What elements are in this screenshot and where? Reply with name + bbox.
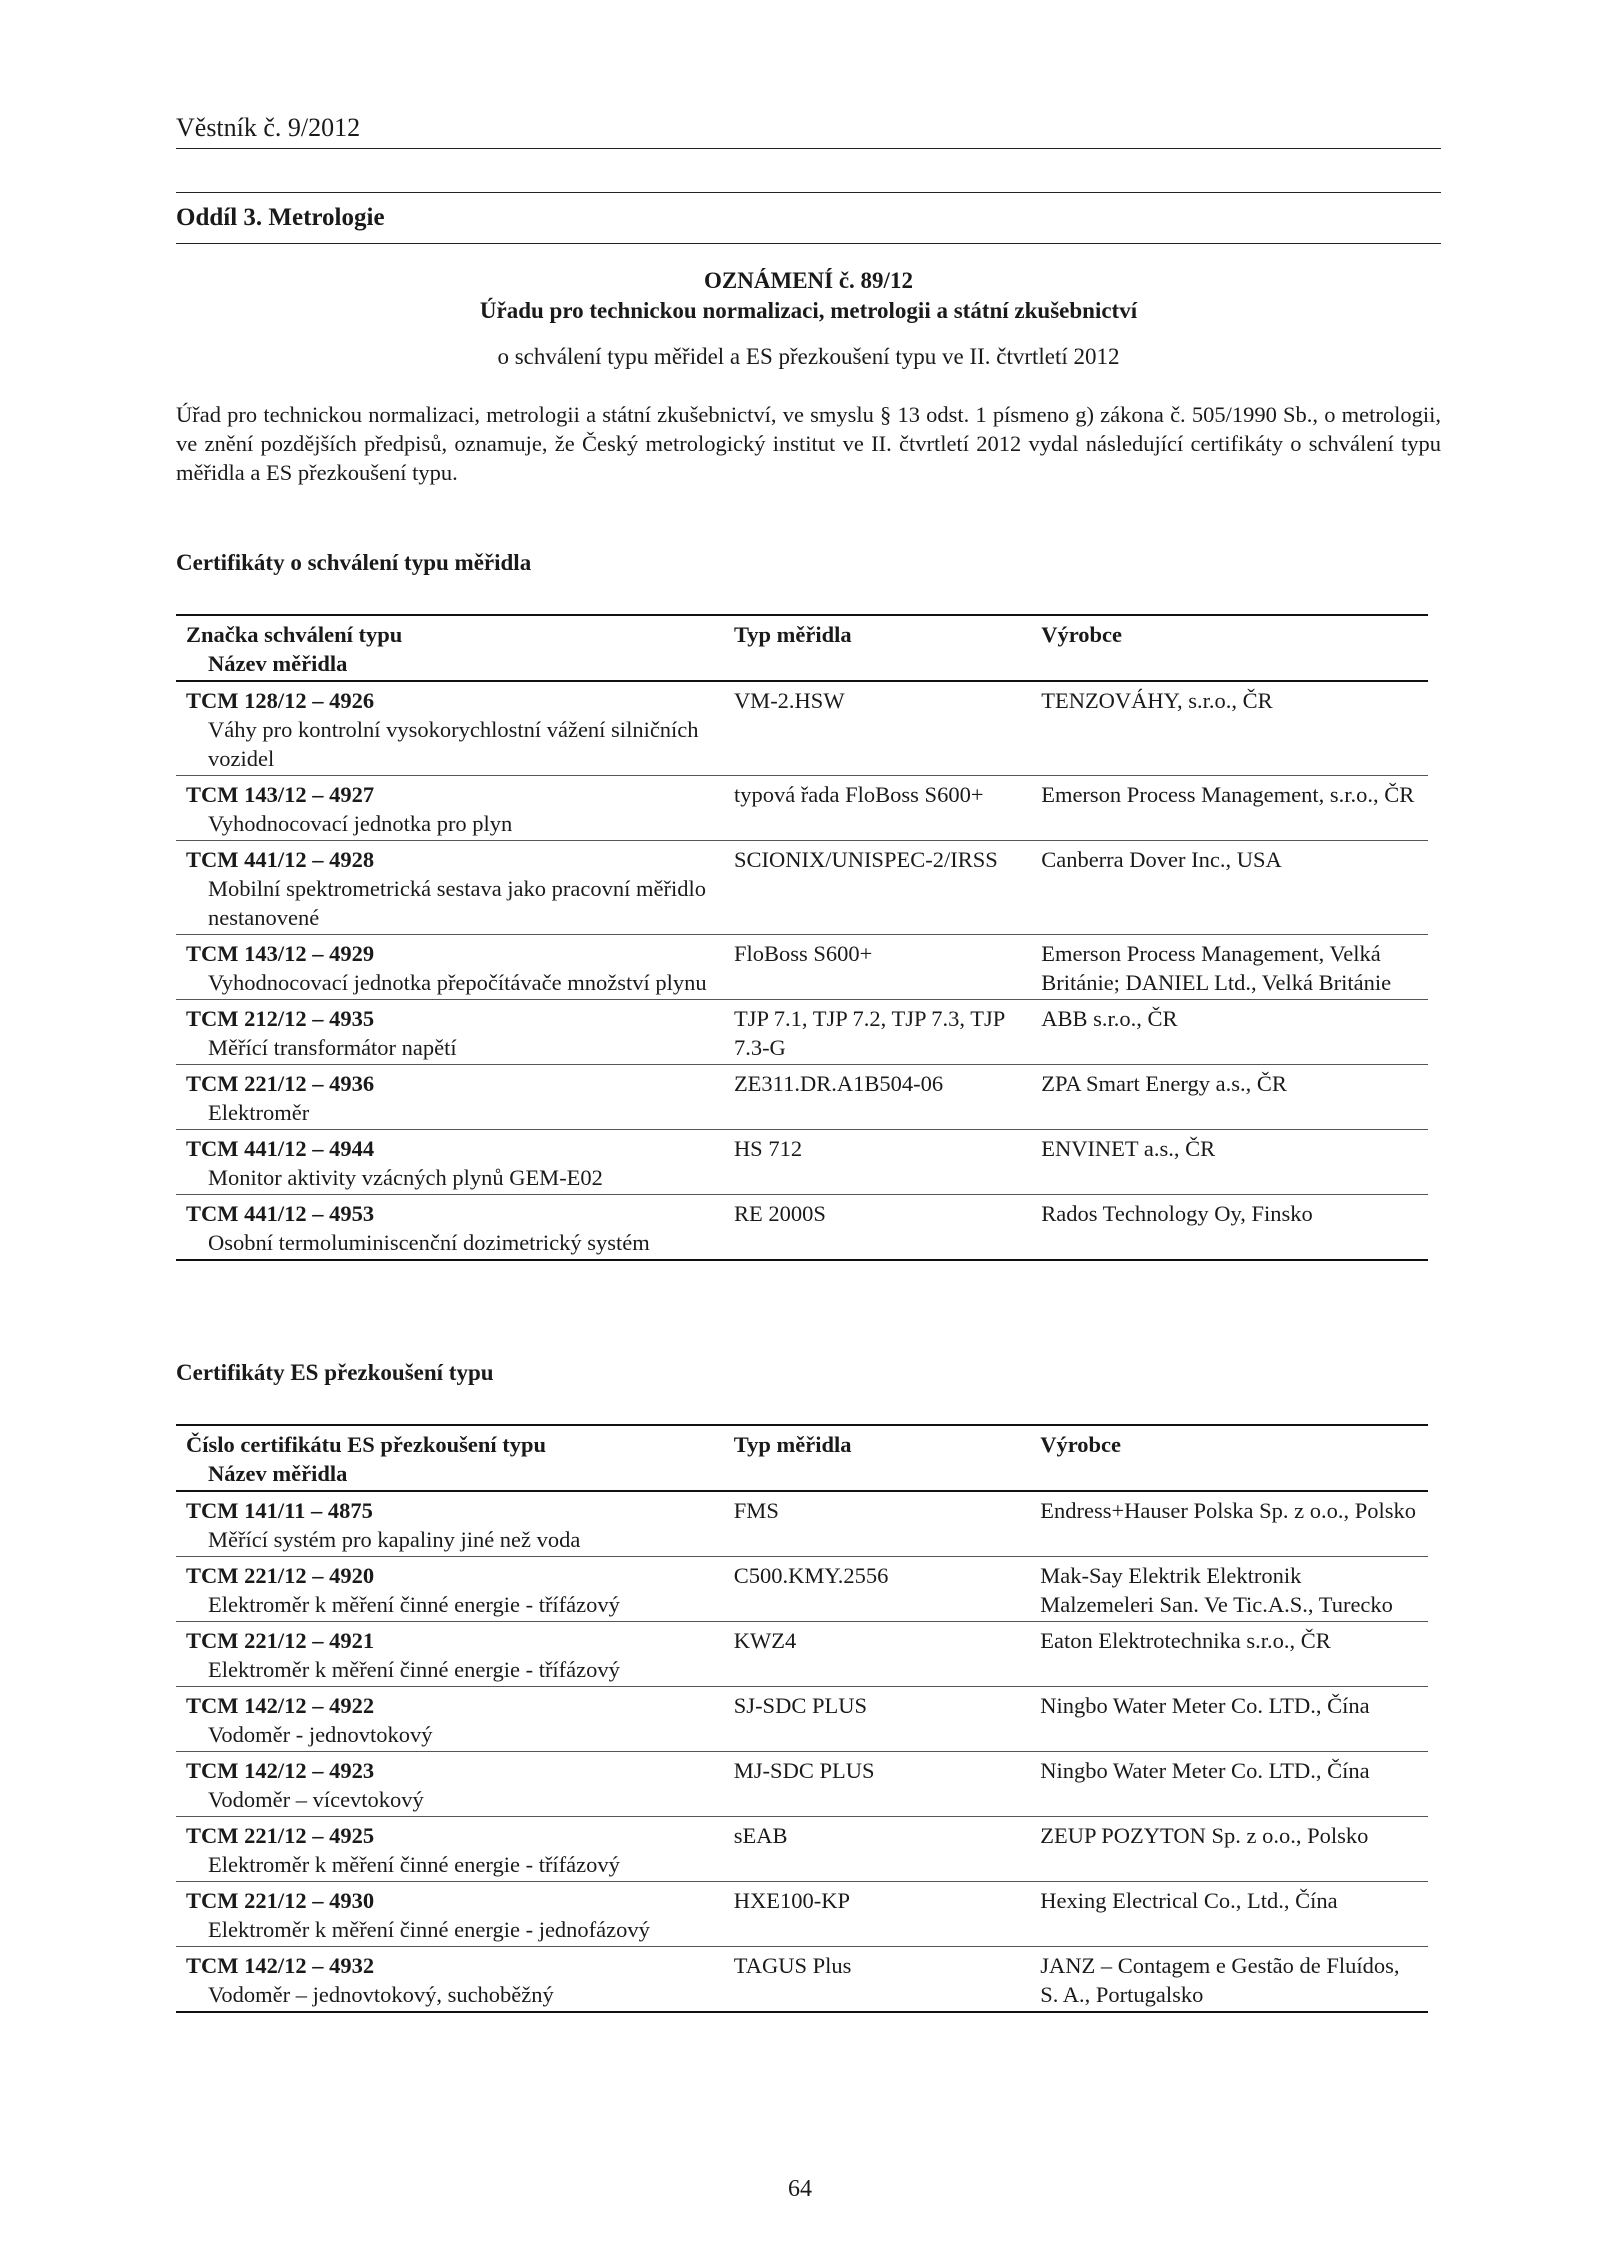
certificate-cell (176, 1817, 724, 1882)
certificate-code: TCM 221/12 – 4930 (186, 1888, 375, 1913)
certificate-code: TCM 141/11 – 4875 (186, 1498, 373, 1523)
certificate-code: TCM 212/12 – 4935 (186, 1006, 375, 1031)
column-header-type: Typ měřidla (733, 1432, 852, 1457)
manufacturer: TENZOVÁHY, s.r.o., ČR (1041, 688, 1273, 713)
certificate-code: TCM 441/12 – 4928 (186, 847, 375, 872)
column-header-maker: Výrobce (1041, 622, 1123, 647)
manufacturer: Emerson Process Management, s.r.o., ČR (1041, 782, 1415, 807)
table-row (176, 841, 1428, 935)
table-row (176, 1622, 1428, 1687)
instrument-name: Vodoměr – jednovtokový, suchoběžný (208, 1982, 554, 2007)
manufacturer: Canberra Dover Inc., USA (1041, 847, 1282, 872)
manufacturer: ENVINET a.s., ČR (1041, 1136, 1216, 1161)
certificate-cell (176, 776, 724, 841)
instrument-type: RE 2000S (733, 1201, 826, 1226)
page-number: 64 (788, 2176, 812, 2202)
certificate-cell (176, 1195, 724, 1261)
table-row (176, 1557, 1428, 1622)
certificate-code: TCM 143/12 – 4927 (186, 782, 375, 807)
table-row (176, 1130, 1428, 1195)
certificate-cell (176, 1622, 724, 1687)
certificate-cell (176, 1491, 724, 1557)
instrument-type: HS 712 (733, 1136, 803, 1161)
certificate-code: TCM 441/12 – 4953 (186, 1201, 375, 1226)
instrument-type: HXE100-KP (733, 1888, 851, 1913)
manufacturer: Rados Technology Oy, Finsko (1041, 1201, 1313, 1226)
notice-header (176, 266, 1441, 372)
table-row (176, 1065, 1428, 1130)
manufacturer: ZPA Smart Energy a.s., ČR (1041, 1071, 1287, 1096)
type-approval-table (176, 614, 1428, 1261)
certificate-cell (176, 681, 724, 776)
certificate-code: TCM 142/12 – 4923 (186, 1758, 375, 1783)
running-head: Věstník č. 9/2012 (176, 112, 1441, 149)
certificate-cell (176, 1687, 724, 1752)
instrument-name: Elektroměr k měření činné energie - třífázový (208, 1852, 620, 1877)
certificate-code: TCM 143/12 – 4929 (186, 941, 375, 966)
es-exam-heading: Certifikáty ES přezkoušení typu (176, 1360, 494, 1385)
manufacturer: Ningbo Water Meter Co. LTD., Čína (1040, 1758, 1370, 1783)
table-row (176, 1000, 1428, 1065)
column-header-name: Název měřidla (208, 651, 348, 676)
table-header-row (176, 615, 1428, 681)
certificate-cell (176, 1000, 724, 1065)
table-row (176, 776, 1428, 841)
column-header-code-name (176, 615, 724, 681)
instrument-name: Vyhodnocovací jednotka přepočítávače množství plynu (208, 970, 707, 995)
es-exam-rows (176, 1491, 1428, 2012)
manufacturer: Emerson Process Management, Velká Británie; DANIEL Ltd., Velká Británie (1041, 941, 1392, 995)
certificate-code: TCM 221/12 – 4920 (186, 1563, 375, 1588)
certificate-cell (176, 1752, 724, 1817)
table-row (176, 1947, 1428, 2013)
instrument-name: Vodoměr - jednovtokový (208, 1722, 433, 1747)
instrument-type: KWZ4 (733, 1628, 797, 1653)
certificate-code: TCM 142/12 – 4932 (186, 1953, 375, 1978)
certificate-code: TCM 221/12 – 4921 (186, 1628, 375, 1653)
notice-subject: o schválení typu měřidel a ES přezkoušení typu ve II. čtvrtletí 2012 (497, 344, 1120, 369)
instrument-type: SJ-SDC PLUS (733, 1693, 867, 1718)
column-header-type: Typ měřidla (733, 622, 852, 647)
column-header-code: Číslo certifikátu ES přezkoušení typu (186, 1432, 547, 1457)
column-header-maker: Výrobce (1040, 1432, 1122, 1457)
table-row (176, 1752, 1428, 1817)
instrument-name: Monitor aktivity vzácných plynů GEM-E02 (208, 1165, 603, 1190)
instrument-type: typová řada FloBoss S600+ (733, 782, 984, 807)
instrument-type: FMS (733, 1498, 779, 1523)
instrument-type: ZE311.DR.A1B504-06 (733, 1071, 944, 1096)
certificate-cell (176, 1947, 724, 2013)
instrument-type: sEAB (733, 1823, 788, 1848)
table-header-row (176, 1425, 1428, 1491)
instrument-type: C500.KMY.2556 (733, 1563, 889, 1588)
certificate-code: TCM 128/12 – 4926 (186, 688, 375, 713)
certificate-code: TCM 221/12 – 4936 (186, 1071, 375, 1096)
type-approval-heading: Certifikáty o schválení typu měřidla (176, 550, 532, 575)
instrument-type: MJ-SDC PLUS (733, 1758, 875, 1783)
certificate-cell (176, 1065, 724, 1130)
instrument-type: SCIONIX/UNISPEC-2/IRSS (733, 847, 998, 872)
table-row (176, 1882, 1428, 1947)
table-row (176, 681, 1428, 776)
manufacturer: Mak-Say Elektrik Elektronik Malzemeleri San. Ve Tic.A.S., Turecko (1040, 1563, 1393, 1617)
certificate-code: TCM 441/12 – 4944 (186, 1136, 375, 1161)
instrument-name: Mobilní spektrometrická sestava jako pracovní měřidlo nestanovené (208, 876, 706, 930)
instrument-name: Vyhodnocovací jednotka pro plyn (208, 811, 513, 836)
manufacturer: Endress+Hauser Polska Sp. z o.o., Polsko (1040, 1498, 1417, 1523)
instrument-type: TAGUS Plus (733, 1953, 852, 1978)
instrument-name: Váhy pro kontrolní vysokorychlostní vážení silničních vozidel (208, 717, 699, 771)
type-approval-rows (176, 681, 1428, 1260)
instrument-type: TJP 7.1, TJP 7.2, TJP 7.3, TJP 7.3-G (733, 1006, 1005, 1060)
notice-body: Úřad pro technickou normalizaci, metrologii a státní zkušebnictví, ve smyslu § 13 odst. 1 písmeno g) zákona č. 505/1990 Sb., o metrologii, ve znění pozdějších předpisů, oznamuje, že Český metrologický institut ve II. čtvrtletí 2012 vydal následující certifikáty o schválení typu měřidla a ES přezkoušení typu. (176, 402, 1441, 485)
manufacturer: Eaton Elektrotechnika s.r.o., ČR (1040, 1628, 1331, 1653)
certificate-cell (176, 841, 724, 935)
table-row (176, 935, 1428, 1000)
certificate-cell (176, 1130, 724, 1195)
certificate-cell (176, 935, 724, 1000)
instrument-name: Osobní termoluminiscenční dozimetrický systém (208, 1230, 650, 1255)
certificate-code: TCM 221/12 – 4925 (186, 1823, 375, 1848)
column-header-name: Název měřidla (208, 1461, 348, 1486)
instrument-name: Elektroměr (208, 1100, 310, 1125)
manufacturer: ABB s.r.o., ČR (1041, 1006, 1178, 1031)
instrument-name: Měřící systém pro kapaliny jiné než voda (208, 1527, 581, 1552)
instrument-name: Elektroměr k měření činné energie - třífázový (208, 1657, 620, 1682)
instrument-name: Elektroměr k měření činné energie - třífázový (208, 1592, 620, 1617)
manufacturer: ZEUP POZYTON Sp. z o.o., Polsko (1040, 1823, 1369, 1848)
certificate-cell (176, 1882, 724, 1947)
instrument-type: FloBoss S600+ (733, 941, 873, 966)
column-header-code-name (176, 1425, 724, 1491)
instrument-type: VM-2.HSW (733, 688, 845, 713)
manufacturer: Ningbo Water Meter Co. LTD., Čína (1040, 1693, 1370, 1718)
table-row (176, 1491, 1428, 1557)
table-row (176, 1817, 1428, 1882)
column-header-code: Značka schválení typu (186, 622, 403, 647)
manufacturer: Hexing Electrical Co., Ltd., Čína (1040, 1888, 1338, 1913)
certificate-cell (176, 1557, 724, 1622)
certificate-code: TCM 142/12 – 4922 (186, 1693, 375, 1718)
section-title: Oddíl 3. Metrologie (176, 192, 1441, 244)
instrument-name: Vodoměr – vícevtokový (208, 1787, 424, 1812)
instrument-name: Měřící transformátor napětí (208, 1035, 457, 1060)
instrument-name: Elektroměr k měření činné energie - jednofázový (208, 1917, 650, 1942)
table-row (176, 1687, 1428, 1752)
manufacturer: JANZ – Contagem e Gestão de Fluídos, S. A., Portugalsko (1040, 1953, 1400, 2007)
es-exam-table (176, 1424, 1428, 2013)
notice-issuer: Úřadu pro technickou normalizaci, metrologii a státní zkušebnictví (479, 298, 1138, 323)
table-row (176, 1195, 1428, 1261)
notice-title: OZNÁMENÍ č. 89/12 (704, 268, 913, 293)
